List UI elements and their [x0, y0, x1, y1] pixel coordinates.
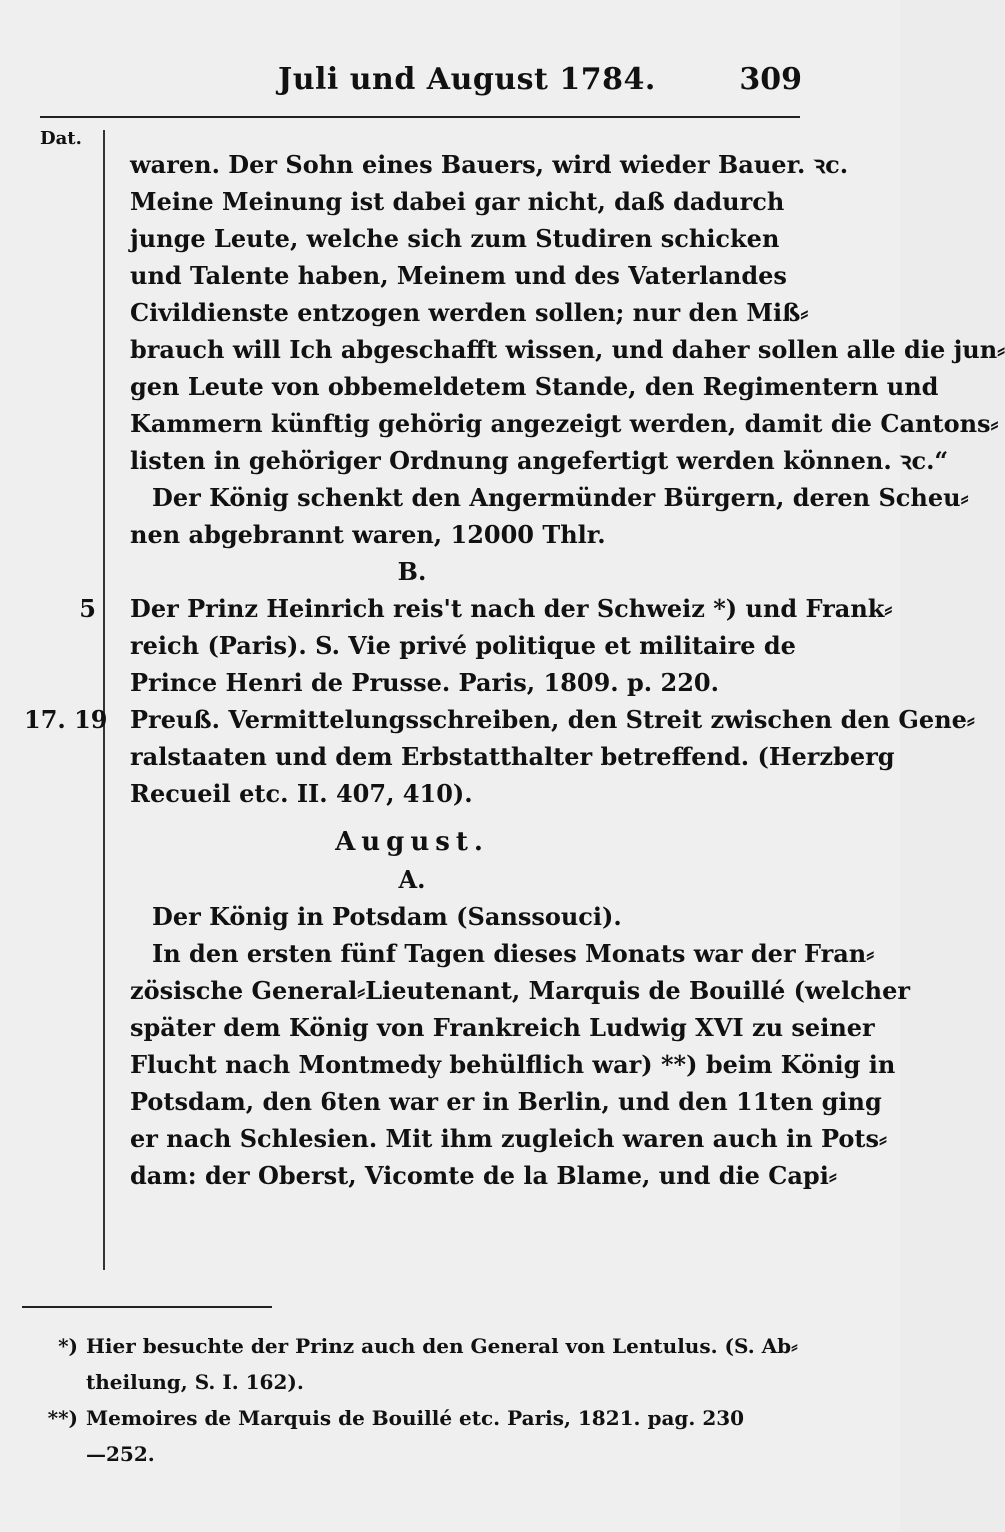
footnote-text: theilung, S. I. 162).	[86, 1370, 304, 1394]
running-title: Juli und August 1784.	[278, 62, 656, 97]
line-text: junge Leute, welche sich zum Studiren schicken	[130, 224, 780, 253]
text-line	[24, 898, 800, 935]
text-line	[24, 627, 800, 664]
text-line	[24, 775, 800, 812]
header-rule	[40, 116, 800, 118]
footnote-line	[24, 1328, 800, 1364]
date-column-label: Dat.	[40, 128, 82, 149]
line-text: brauch will Ich abgeschafft wissen, und daher sollen alle die jun⸗	[130, 335, 1005, 364]
line-text: B.	[397, 557, 427, 586]
entry-date: 5	[79, 594, 96, 623]
subsection-label	[24, 553, 800, 590]
main-text	[24, 146, 1005, 1194]
text-line	[24, 1120, 888, 1157]
line-text: zösische General⸗Lieutenant, Marquis de Bouillé (welcher	[130, 976, 911, 1005]
footnote-line	[24, 1436, 800, 1472]
subsection-label	[24, 861, 800, 898]
text-line	[24, 1046, 896, 1083]
footnote-text: —252.	[86, 1442, 155, 1466]
line-text: gen Leute von obbemeldetem Stande, den Regimentern und	[130, 372, 939, 401]
text-line	[24, 405, 999, 442]
line-text: Der König schenkt den Angermünder Bürgern, deren Scheu⸗	[152, 483, 969, 512]
text-line	[24, 479, 969, 516]
line-text: und Talente haben, Meinem und des Vaterlandes	[130, 261, 787, 290]
text-line	[24, 664, 800, 701]
text-line	[24, 442, 949, 479]
text-line	[24, 146, 849, 183]
line-text: August.	[335, 827, 489, 857]
section-heading	[24, 824, 800, 861]
line-text: Meine Meinung ist dabei gar nicht, daß dadurch	[130, 187, 785, 216]
footnote-mark: **)	[47, 1406, 78, 1430]
line-text: A.	[398, 865, 426, 894]
footnote-line	[24, 1364, 800, 1400]
text-line	[24, 183, 800, 220]
line-text: ralstaaten und dem Erbstatthalter betreffend. (Herzberg	[130, 742, 895, 771]
text-line	[24, 220, 800, 257]
text-line	[24, 972, 911, 1009]
text-line	[24, 257, 800, 294]
footnote-rule	[22, 1306, 272, 1308]
running-header	[0, 62, 900, 102]
footnote-mark: *)	[58, 1334, 78, 1358]
text-line	[24, 935, 875, 972]
text-line	[24, 590, 893, 627]
line-text: Flucht nach Montmedy behülflich war) **) beim König in	[130, 1050, 896, 1079]
line-text: dam: der Oberst, Vicomte de la Blame, und die Capi⸗	[130, 1161, 837, 1190]
line-text: Preuß. Vermittelungsschreiben, den Streit zwischen den Gene⸗	[130, 705, 975, 734]
text-line	[24, 1157, 837, 1194]
line-text: später dem König von Frankreich Ludwig XVI zu seiner	[130, 1013, 875, 1042]
line-text: Recueil etc. II. 407, 410).	[130, 779, 473, 808]
text-line	[24, 331, 1005, 368]
text-line	[24, 368, 939, 405]
text-line	[24, 516, 800, 553]
footnote-line	[24, 1400, 800, 1436]
footnote-text: Hier besuchte der Prinz auch den General von Lentulus. (S. Ab⸗	[86, 1334, 798, 1358]
line-text: nen abgebrannt waren, 12000 Thlr.	[130, 520, 606, 549]
footnote-text: Memoires de Marquis de Bouillé etc. Paris, 1821. pag. 230	[86, 1406, 745, 1430]
text-line	[24, 1083, 882, 1120]
text-line	[24, 701, 975, 738]
line-text: Der Prinz Heinrich reis't nach der Schweiz *) und Frank⸗	[130, 594, 893, 623]
text-line	[24, 738, 895, 775]
line-text: Civildienste entzogen werden sollen; nur den Miß⸗	[130, 298, 809, 327]
line-text: Potsdam, den 6ten war er in Berlin, und den 11ten ging	[130, 1087, 882, 1116]
line-text: waren. Der Sohn eines Bauers, wird wieder Bauer. ꝛc.	[130, 150, 849, 179]
line-text: Prince Henri de Prusse. Paris, 1809. p. 220.	[130, 668, 719, 697]
text-line	[24, 294, 809, 331]
text-line	[24, 1009, 875, 1046]
line-text: er nach Schlesien. Mit ihm zugleich waren auch in Pots⸗	[130, 1124, 888, 1153]
line-text: listen in gehöriger Ordnung angefertigt werden können. ꝛc.“	[130, 446, 949, 475]
line-text: reich (Paris). S. Vie privé politique et militaire de	[130, 631, 796, 660]
page-number: 309	[739, 62, 802, 97]
line-text: Kammern künftig gehörig angezeigt werden, damit die Cantons⸗	[130, 409, 999, 438]
line-text: In den ersten fünf Tagen dieses Monats war der Fran⸗	[152, 939, 875, 968]
footnotes	[24, 1328, 800, 1472]
section-spacer	[24, 812, 800, 824]
entry-date: 17. 19	[24, 705, 108, 734]
line-text: Der König in Potsdam (Sanssouci).	[152, 902, 622, 931]
